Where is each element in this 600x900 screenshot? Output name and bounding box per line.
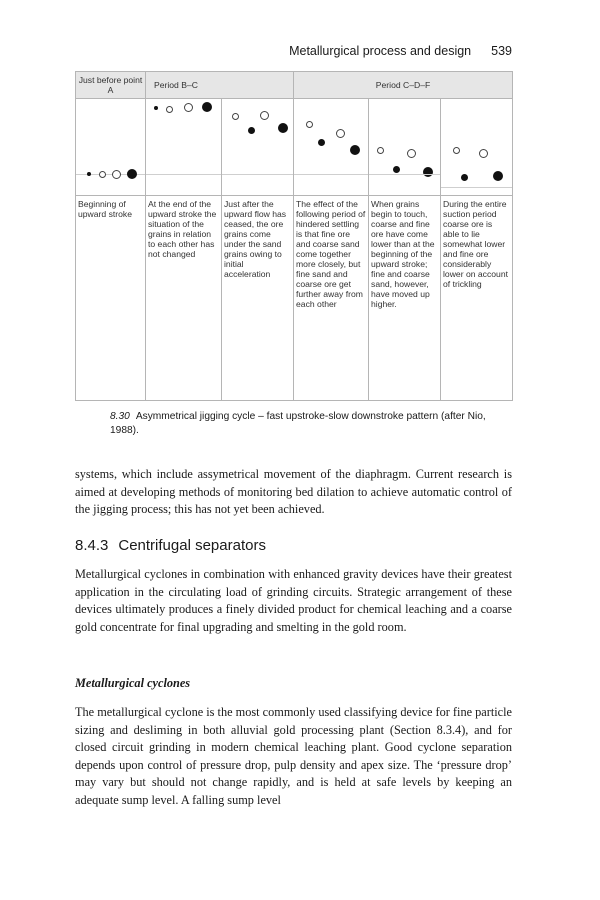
stage-1-illustration <box>76 99 146 196</box>
coarse-ore-grain <box>127 169 137 179</box>
figure-caption-text: Asymmetrical jigging cycle – fast upstroke-slow downstroke pattern (after Nio, 1988). <box>110 411 486 436</box>
coarse-ore-grain <box>202 102 212 112</box>
stage-4-description: The effect of the following period of hindered settling is that fine ore and coarse sand come together more closely, but fine sand and coarse ore get further away from each other <box>294 196 369 401</box>
coarse-ore-grain <box>493 171 503 181</box>
stage-2-description: At the end of the upward stroke the situation of the grains in relation to each other has not changed <box>146 196 222 401</box>
coarse-sand-grain <box>112 170 121 179</box>
coarse-sand-grain <box>407 149 416 158</box>
fine-sand-grain <box>453 147 460 154</box>
figure-caption <box>110 410 512 438</box>
fine-sand-grain <box>99 171 106 178</box>
section-heading <box>75 537 512 554</box>
paragraph-centrifugal-separators: Metallurgical cyclones in combination with enhanced gravity devices have their greatest application in the circulating load of grinding circuits. Strategic arrangement of these devices ultimately produces a finely divided product for chemical leaching and a coarse gold concentrate for final upgrading and smelting in the gold room. <box>75 567 512 634</box>
fine-ore-grain <box>154 106 158 110</box>
fine-sand-grain <box>166 106 173 113</box>
fine-ore-grain <box>318 139 325 146</box>
paragraph-metallurgical-cyclone: The metallurgical cyclone is the most commonly used classifying device for fine particle sizing and desliming in both alluvial gold processing plant (Section 8.3.4), and for closed circuit grinding in modern chemical leaching plant. Good cyclone separation depends upon control of pressure drop, pulp density and apex size. The ‘pressure drop’ may vary but should not change rapidly, and is held at safe levels by keeping an adequate sump level. A falling sump level <box>75 705 512 807</box>
section-title: Centrifugal separators <box>118 537 266 554</box>
stage-4-illustration <box>294 99 369 196</box>
coarse-ore-grain <box>423 167 433 177</box>
stage-3-illustration <box>222 99 294 196</box>
subheading-metallurgical-cyclones: Metallurgical cyclones <box>75 676 191 690</box>
fine-sand-grain <box>232 113 239 120</box>
fine-ore-grain <box>461 174 468 181</box>
jigging-cycle-figure <box>75 71 513 401</box>
running-head-title: Metallurgical process and design <box>289 44 472 58</box>
fine-ore-grain <box>248 127 255 134</box>
fine-ore-grain <box>393 166 400 173</box>
figure-header-row <box>76 72 513 99</box>
header-period-c-d-f: Period C–D–F <box>294 72 513 99</box>
section-number: 8.4.3 <box>75 537 109 554</box>
stage-5-illustration <box>369 99 441 196</box>
coarse-sand-grain <box>479 149 488 158</box>
figure-number: 8.30 <box>110 411 130 422</box>
stage-5-description: When grains begin to touch, coarse and fine ore have come lower than at the beginning of the upward stroke; fine and coarse sand, however, have moved up higher. <box>369 196 441 401</box>
coarse-sand-grain <box>184 103 193 112</box>
fine-sand-grain <box>377 147 384 154</box>
coarse-sand-grain <box>336 129 345 138</box>
page-number: 539 <box>491 44 512 58</box>
fine-sand-grain <box>306 121 313 128</box>
stage-3-description: Just after the upward flow has ceased, the ore grains come under the sand grains owing to initial acceleration <box>222 196 294 401</box>
figure-description-row <box>76 196 513 401</box>
header-period-b-c: Period B–C <box>146 72 294 99</box>
figure-illustration-row <box>76 99 513 196</box>
header-just-before-point-a: Just before point A <box>76 72 146 99</box>
stage-1-description: Beginning of upward stroke <box>76 196 146 401</box>
coarse-sand-grain <box>260 111 269 120</box>
running-head <box>75 44 512 58</box>
coarse-ore-grain <box>350 145 360 155</box>
stage-6-description: During the entire suction period coarse ore is able to lie somewhat lower and fine ore considerably lower on account of trickling <box>441 196 513 401</box>
coarse-ore-grain <box>278 123 288 133</box>
stage-6-illustration <box>441 99 513 196</box>
stage-2-illustration <box>146 99 222 196</box>
paragraph-jigging-control: systems, which include assymetrical movement of the diaphragm. Current research is aimed at developing methods of monitoring bed dilation to achieve automatic control of the jigging process; this has not yet been achieved. <box>75 467 512 516</box>
fine-ore-grain <box>87 172 91 176</box>
